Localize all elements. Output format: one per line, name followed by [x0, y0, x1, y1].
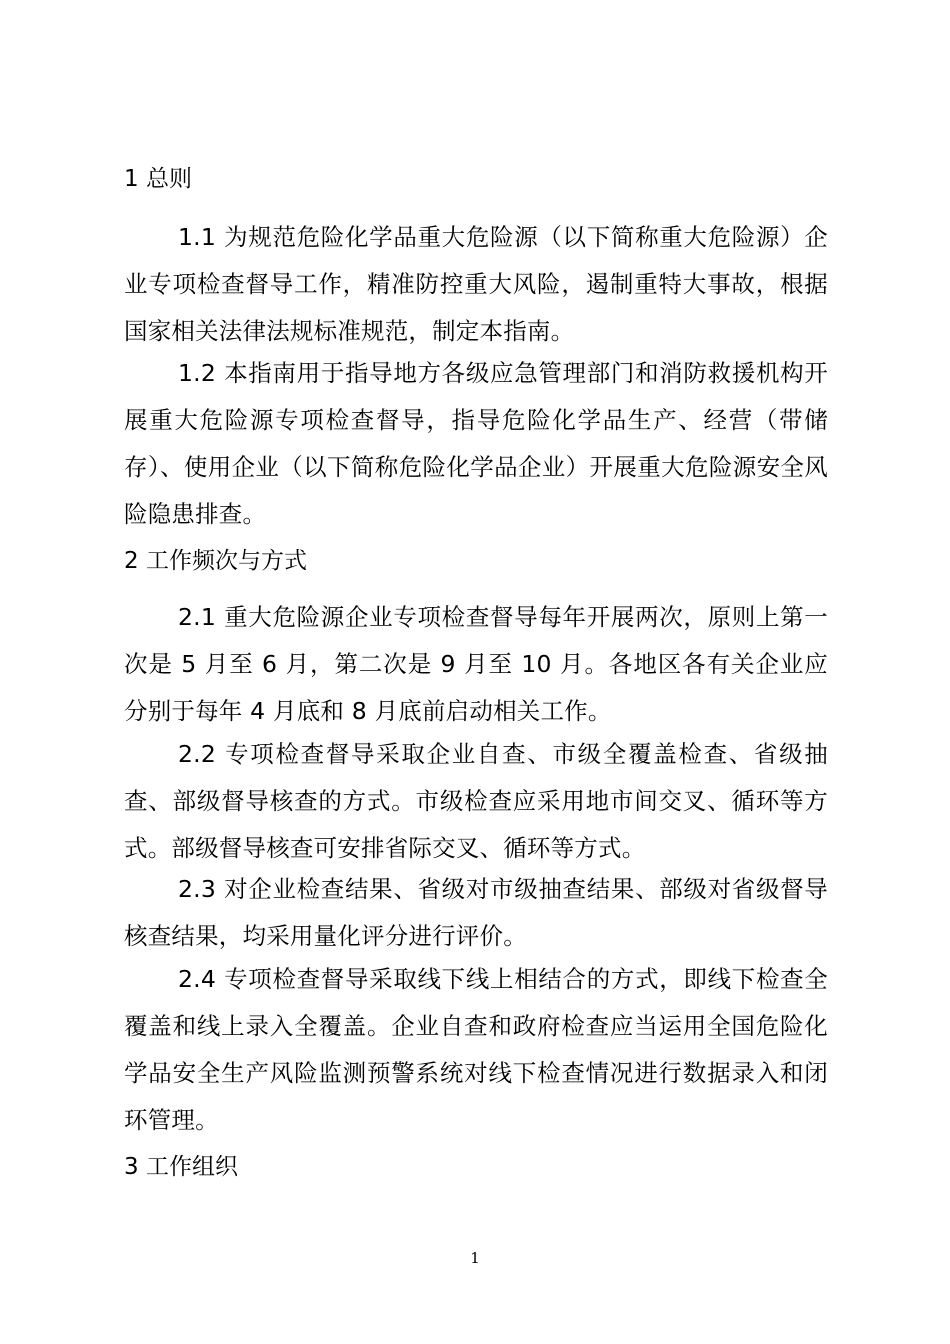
paragraph-2-1: 2.1 重大危险源企业专项检查督导每年开展两次，原则上第一次是 5 月至 6 月，第二次是 9 月至 10 月。各地区各有关企业应分别于每年 4 月底和 8 月底前启动相关工作。	[124, 603, 828, 725]
section-2-heading: 2 工作频次与方式	[124, 548, 307, 574]
paragraph-1-1: 1.1 为规范危险化学品重大危险源（以下简称重大危险源）企业专项检查督导工作，精准防控重大风险，遏制重特大事故，根据国家相关法律法规标准规范，制定本指南。	[124, 223, 828, 345]
section-1-heading: 1 总则	[124, 166, 192, 192]
paragraph-2-4: 2.4 专项检查督导采取线下线上相结合的方式，即线下检查全覆盖和线上录入全覆盖。企业自查和政府检查应当运用全国危险化学品安全生产风险监测预警系统对线下检查情况进行数据录入和闭环管理。	[124, 965, 828, 1134]
section-3-heading: 3 工作组织	[124, 1154, 238, 1180]
paragraph-2-3: 2.3 对企业检查结果、省级对市级抽查结果、部级对省级督导核查结果，均采用量化评分进行评价。	[124, 875, 828, 950]
paragraph-1-2: 1.2 本指南用于指导地方各级应急管理部门和消防救援机构开展重大危险源专项检查督导，指导危险化学品生产、经营（带储存）、使用企业（以下简称危险化学品企业）开展重大危险源安全风险隐患排查。	[124, 359, 828, 528]
paragraph-2-2: 2.2 专项检查督导采取企业自查、市级全覆盖检查、省级抽查、部级督导核查的方式。市级检查应采用地市间交叉、循环等方式。部级督导核查可安排省际交叉、循环等方式。	[124, 740, 828, 862]
page-number: 1	[470, 1249, 480, 1267]
